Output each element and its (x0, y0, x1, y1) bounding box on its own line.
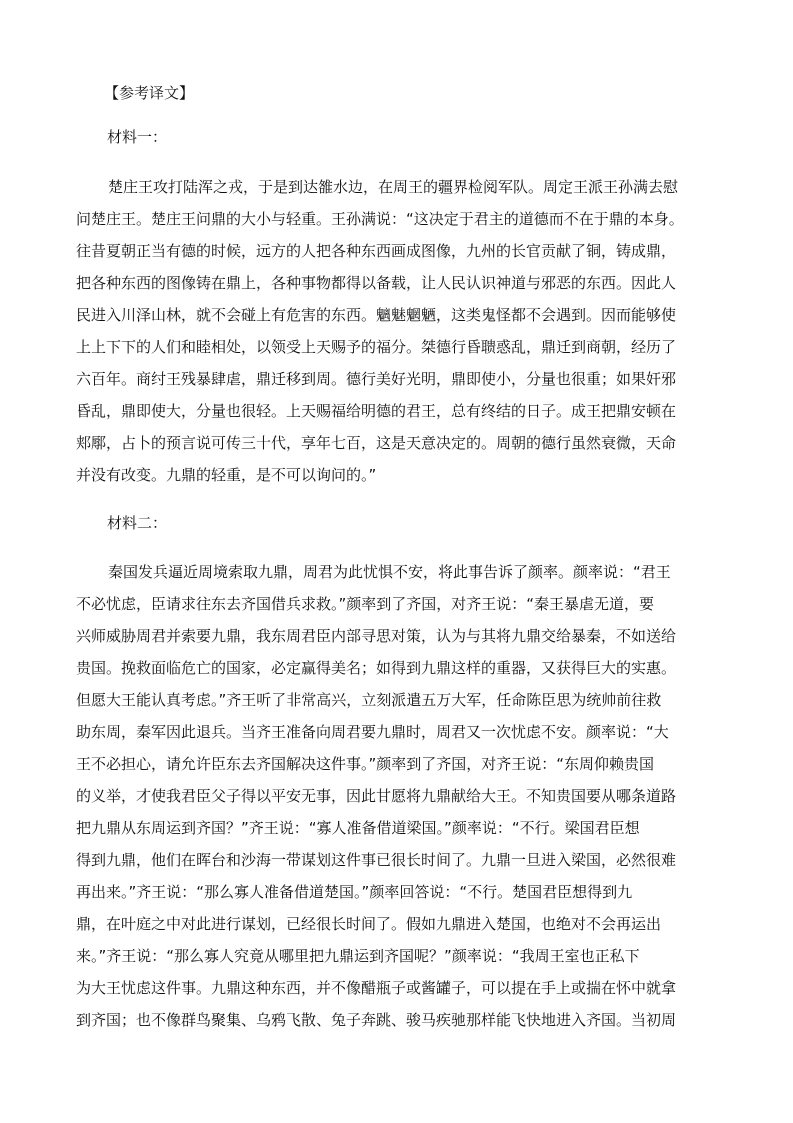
paragraph-line: 再出来。”齐王说：“那么寡人准备借道楚国。”颜率回答说：“不行。楚国君臣想得到九 (76, 883, 633, 901)
paragraph-line: 民进入川泽山林，就不会碰上有危害的东西。魑魅魍魉，这类鬼怪都不会遇到。因而能够使 (76, 306, 677, 324)
paragraph-line: 为大王忧虑这件事。九鼎这种东西，并不像醋瓶子或酱罐子，可以提在手上或揣在怀中就拿 (76, 979, 677, 997)
paragraph-line: 的义举，才使我君臣父子得以平安无事，因此甘愿将九鼎献给大王。不知贵国要从哪条道路 (76, 787, 677, 805)
paragraph-line: 鼎，在叶庭之中对此进行谋划，已经很长时间了。假如九鼎进入楚国，也绝对不会再运出 (76, 915, 662, 933)
paragraph-line: 来。”齐王说：“那么寡人究竟从哪里把九鼎运到齐国呢？”颜率说：“我周王室也正私下 (76, 947, 640, 965)
paragraph-line: 往昔夏朝正当有德的时候，远方的人把各种东西画成图像，九州的长官贡献了铜，铸成鼎， (76, 242, 677, 260)
material-two-label: 材料二： (107, 514, 168, 532)
paragraph-line: 不必忧虑，臣请求往东去齐国借兵求救。”颜率到了齐国，对齐王说：“秦王暴虐无道，要 (76, 595, 655, 613)
paragraph-line: 六百年。商纣王残暴肆虐，鼎迁移到周。德行美好光明，鼎即使小，分量也很重；如果奸邪 (76, 370, 677, 388)
paragraph-line: 贵国。挽救面临危亡的国家，必定赢得美名；如得到九鼎这样的重器，又获得巨大的实惠。 (76, 659, 677, 677)
paragraph-line: 楚庄王攻打陆浑之戎，于是到达雒水边，在周王的疆界检阅军队。周定王派王孙满去慰 (108, 178, 679, 196)
paragraph-line: 郏鄏，占卜的预言说可传三十代，享年七百，这是天意决定的。周朝的德行虽然衰微，天命 (76, 434, 677, 452)
paragraph-line: 兴师威胁周君并索要九鼎，我东周君臣内部寻思对策，认为与其将九鼎交给暴秦，不如送给 (76, 627, 677, 645)
paragraph-line: 上上下下的人们和睦相处，以领受上天赐予的福分。桀德行昏聩惑乱，鼎迁到商朝，经历了 (76, 338, 677, 356)
material-one-paragraph (76, 171, 716, 491)
material-one-label: 材料一： (107, 128, 168, 146)
paragraph-line: 但愿大王能认真考虑。”齐王听了非常高兴，立刻派遣五万大军，任命陈臣思为统帅前往救 (76, 691, 662, 709)
document-heading: 【参考译文】 (104, 84, 195, 102)
paragraph-line: 秦国发兵逼近周境索取九鼎，周君为此忧惧不安，将此事告诉了颜率。颜率说：“君王 (108, 563, 671, 581)
material-two-paragraph (76, 556, 716, 1036)
paragraph-line: 到齐国；也不像群鸟聚集、乌鸦飞散、兔子奔跳、骏马疾驰那样能飞快地进入齐国。当初周 (76, 1011, 677, 1029)
paragraph-line: 并没有改变。九鼎的轻重，是不可以询问的。” (76, 466, 377, 484)
paragraph-line: 把九鼎从东周运到齐国？”齐王说：“寡人准备借道梁国。”颜率说：“不行。梁国君臣想 (76, 819, 640, 837)
paragraph-line: 把各种东西的图像铸在鼎上，各种事物都得以备载，让人民认识神道与邪恶的东西。因此人 (76, 274, 677, 292)
paragraph-line: 王不必担心，请允许臣东去齐国解决这件事。”颜率到了齐国，对齐王说：“东周仰赖贵国 (76, 755, 655, 773)
paragraph-line: 问楚庄王。楚庄王问鼎的大小与轻重。王孙满说：“这决定于君主的道德而不在于鼎的本身。 (76, 210, 684, 228)
paragraph-line: 得到九鼎，他们在晖台和沙海一带谋划这件事已很长时间了。九鼎一旦进入梁国，必然很难 (76, 851, 677, 869)
paragraph-line: 助东周，秦军因此退兵。当齐王准备向周君要九鼎时，周君又一次忧虑不安。颜率说：“大 (76, 723, 669, 741)
paragraph-line: 昏乱，鼎即使大，分量也很轻。上天赐福给明德的君王，总有终结的日子。成王把鼎安顿在 (76, 402, 677, 420)
